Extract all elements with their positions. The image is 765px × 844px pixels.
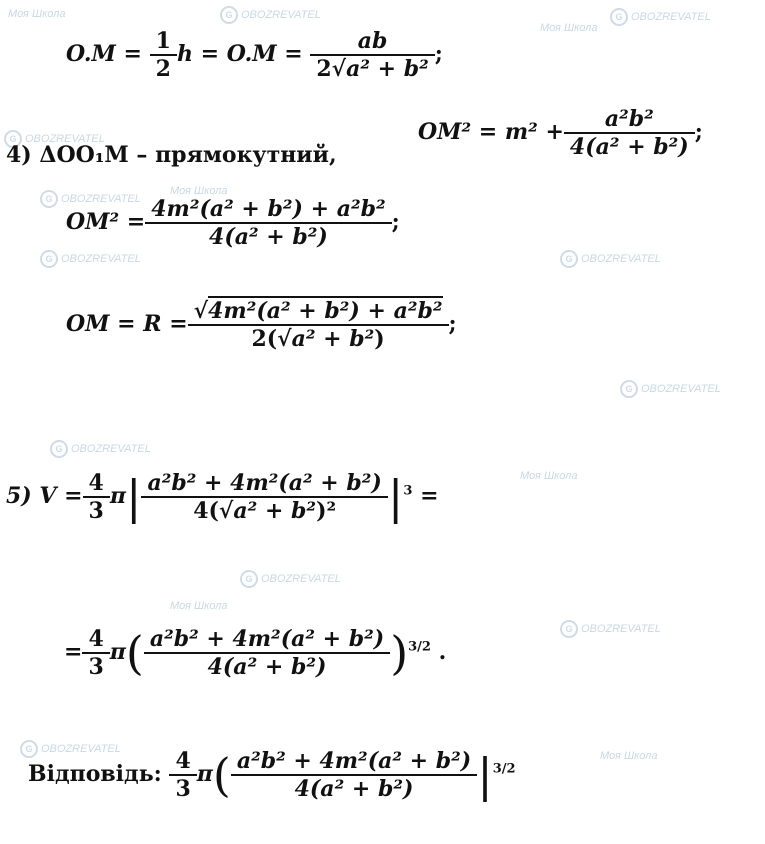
- radius-numerator: √4m²(a² + b²) + a²b²: [193, 298, 443, 324]
- watermark: Моя Школа: [520, 470, 578, 482]
- watermark: G OBOZREVATEL: [610, 8, 711, 26]
- coef-denominator: 3: [83, 496, 110, 524]
- half-numerator: 1: [155, 28, 171, 54]
- radius-radicand: 4m²(a² + b²) + a²b²: [208, 298, 443, 324]
- watermark: Моя Школа: [170, 185, 228, 197]
- a2b2-numerator: a²b²: [604, 106, 654, 132]
- semicolon: ;: [391, 209, 400, 235]
- volume-denominator: 4(a² + b²): [144, 652, 390, 680]
- watermark: G OBOZREVATEL: [240, 570, 341, 588]
- period: .: [438, 639, 447, 665]
- om-lhs: O.M =: [66, 41, 150, 67]
- watermark: G OBOZREVATEL: [560, 250, 661, 268]
- fraction-volume: [141, 470, 387, 524]
- fraction-half: [150, 28, 177, 82]
- om2-denominator: 4(a² + b²): [145, 222, 391, 250]
- formula-volume-simplified: [64, 626, 446, 680]
- coef-numerator: 4: [88, 626, 104, 652]
- den-radicand: a² + b²: [233, 498, 317, 524]
- om2-numerator: 4m²(a² + b²) + a²b²: [151, 196, 386, 222]
- den-open: 2(: [251, 326, 278, 352]
- exponent: 3/2: [408, 639, 431, 655]
- answer-denominator: 4(a² + b²): [231, 774, 477, 802]
- answer-label: Відповідь:: [28, 761, 162, 787]
- radicand: a² + b²: [346, 56, 429, 82]
- volume-denominator: 4(√a² + b²)²: [141, 496, 387, 524]
- watermark: Моя Школа: [540, 22, 598, 34]
- step4-label: 4) ΔOO₁M – прямокутний,: [6, 142, 337, 168]
- coef-denominator: 3: [169, 774, 196, 802]
- equals-sign: =: [420, 483, 439, 509]
- den-close: )²: [316, 498, 337, 524]
- a2b2-denominator: 4(a² + b²): [564, 132, 695, 160]
- watermark: G OBOZREVATEL: [220, 6, 321, 24]
- answer-numerator: a²b² + 4m²(a² + b²): [236, 748, 472, 774]
- ab-numerator: ab: [357, 28, 388, 54]
- fraction-four-thirds: [83, 470, 110, 524]
- equals-sign: =: [64, 639, 83, 665]
- fraction-radius: [188, 298, 449, 352]
- answer-line: [28, 748, 516, 802]
- fraction-ab: [310, 28, 434, 82]
- fraction-answer: [231, 748, 477, 802]
- denominator-coef: 2: [316, 56, 332, 82]
- watermark: G OBOZREVATEL: [560, 620, 661, 638]
- formula-om-radius: [66, 298, 457, 352]
- fraction-four-thirds: [169, 748, 196, 802]
- abs-bar-left: |: [125, 470, 142, 524]
- watermark: G OBOZREVATEL: [40, 250, 141, 268]
- om-middle: h = O.M =: [176, 41, 311, 67]
- paren-right: ): [390, 626, 409, 680]
- step4-statement: [6, 142, 337, 168]
- den-open: 4(: [193, 498, 219, 524]
- om-radius-lhs: OM = R =: [66, 311, 188, 337]
- pi-symbol: π: [109, 483, 126, 509]
- watermark: G OBOZREVATEL: [50, 440, 151, 458]
- watermark: G OBOZREVATEL: [4, 130, 105, 148]
- watermark: G OBOZREVATEL: [620, 380, 721, 398]
- semicolon: ;: [694, 119, 703, 145]
- paren-right: |: [477, 748, 493, 802]
- ab-denominator: 2√a² + b²: [310, 54, 434, 82]
- exponent: 3: [403, 483, 413, 499]
- semicolon: ;: [448, 311, 457, 337]
- den-close: ): [374, 326, 385, 352]
- watermark: Моя Школа: [600, 750, 658, 762]
- pi-symbol: π: [109, 639, 126, 665]
- fraction-a2b2: [564, 106, 695, 160]
- volume-lhs: 5) V =: [6, 483, 83, 509]
- fraction-om2: [145, 196, 391, 250]
- watermark: Моя Школа: [8, 8, 66, 20]
- om2-lhs: OM² = m² +: [418, 119, 564, 145]
- coef-numerator: 4: [175, 748, 191, 774]
- paren-left: (: [125, 626, 144, 680]
- formula-om-half-h: [66, 28, 443, 82]
- watermark: Моя Школа: [170, 600, 228, 612]
- om2-lhs: OM² =: [66, 209, 146, 235]
- paren-left: (: [212, 748, 231, 802]
- abs-bar-right: |: [387, 470, 404, 524]
- coef-numerator: 4: [88, 470, 104, 496]
- volume-numerator: a²b² + 4m²(a² + b²): [147, 470, 382, 496]
- semicolon: ;: [434, 41, 443, 67]
- formula-om-squared: [418, 106, 703, 160]
- coef-denominator: 3: [82, 652, 109, 680]
- watermark: G OBOZREVATEL: [40, 190, 141, 208]
- volume-numerator: a²b² + 4m²(a² + b²): [149, 626, 385, 652]
- half-denominator: 2: [150, 54, 177, 82]
- watermark: G OBOZREVATEL: [20, 740, 121, 758]
- fraction-volume-simplified: [144, 626, 390, 680]
- den-radicand: a² + b²: [291, 326, 375, 352]
- pi-symbol: π: [196, 761, 213, 787]
- radius-denominator: 2(√a² + b²): [188, 324, 449, 352]
- formula-volume: [6, 470, 439, 524]
- exponent: 3/2: [492, 761, 516, 777]
- formula-om2-combined: [66, 196, 400, 250]
- fraction-four-thirds: [82, 626, 109, 680]
